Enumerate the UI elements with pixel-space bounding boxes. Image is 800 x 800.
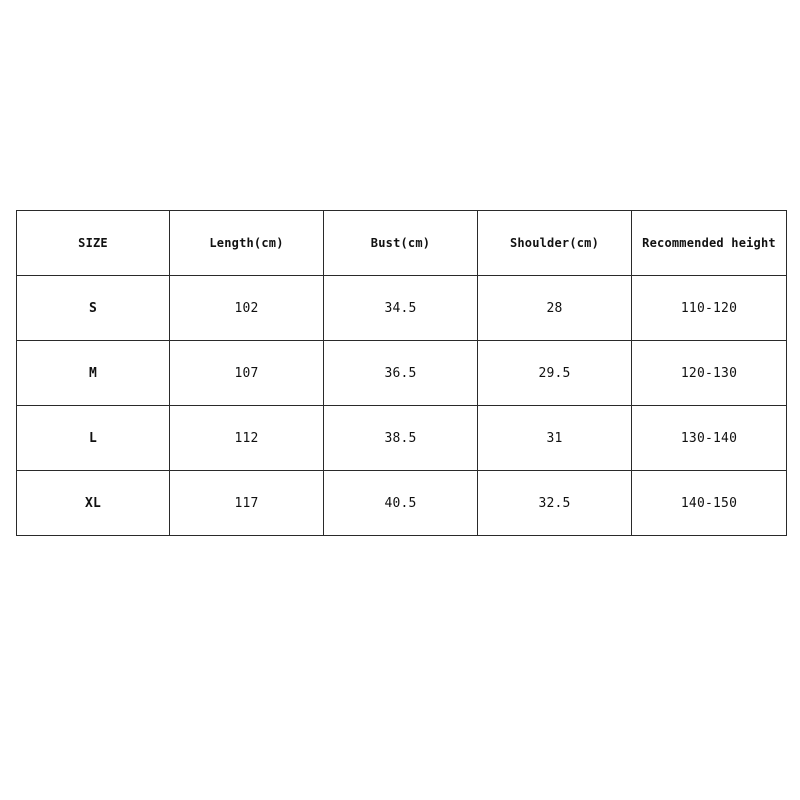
cell-recommended-height: 120-130 <box>632 341 787 406</box>
header-bust: Bust(cm) <box>324 211 478 276</box>
header-recommended-height: Recommended height <box>632 211 787 276</box>
size-chart-table <box>16 210 787 536</box>
cell-length: 102 <box>170 276 324 341</box>
header-length: Length(cm) <box>170 211 324 276</box>
table-row <box>17 341 787 406</box>
cell-length: 107 <box>170 341 324 406</box>
cell-shoulder: 32.5 <box>478 471 632 536</box>
cell-bust: 36.5 <box>324 341 478 406</box>
table-row <box>17 471 787 536</box>
table-row <box>17 406 787 471</box>
cell-length: 117 <box>170 471 324 536</box>
table-row <box>17 276 787 341</box>
cell-size: XL <box>17 471 170 536</box>
table-header-row <box>17 211 787 276</box>
cell-bust: 40.5 <box>324 471 478 536</box>
cell-bust: 38.5 <box>324 406 478 471</box>
cell-size: M <box>17 341 170 406</box>
cell-bust: 34.5 <box>324 276 478 341</box>
cell-shoulder: 29.5 <box>478 341 632 406</box>
header-size: SIZE <box>17 211 170 276</box>
cell-recommended-height: 140-150 <box>632 471 787 536</box>
header-shoulder: Shoulder(cm) <box>478 211 632 276</box>
cell-recommended-height: 130-140 <box>632 406 787 471</box>
cell-length: 112 <box>170 406 324 471</box>
cell-shoulder: 31 <box>478 406 632 471</box>
cell-size: S <box>17 276 170 341</box>
cell-recommended-height: 110-120 <box>632 276 787 341</box>
cell-size: L <box>17 406 170 471</box>
cell-shoulder: 28 <box>478 276 632 341</box>
